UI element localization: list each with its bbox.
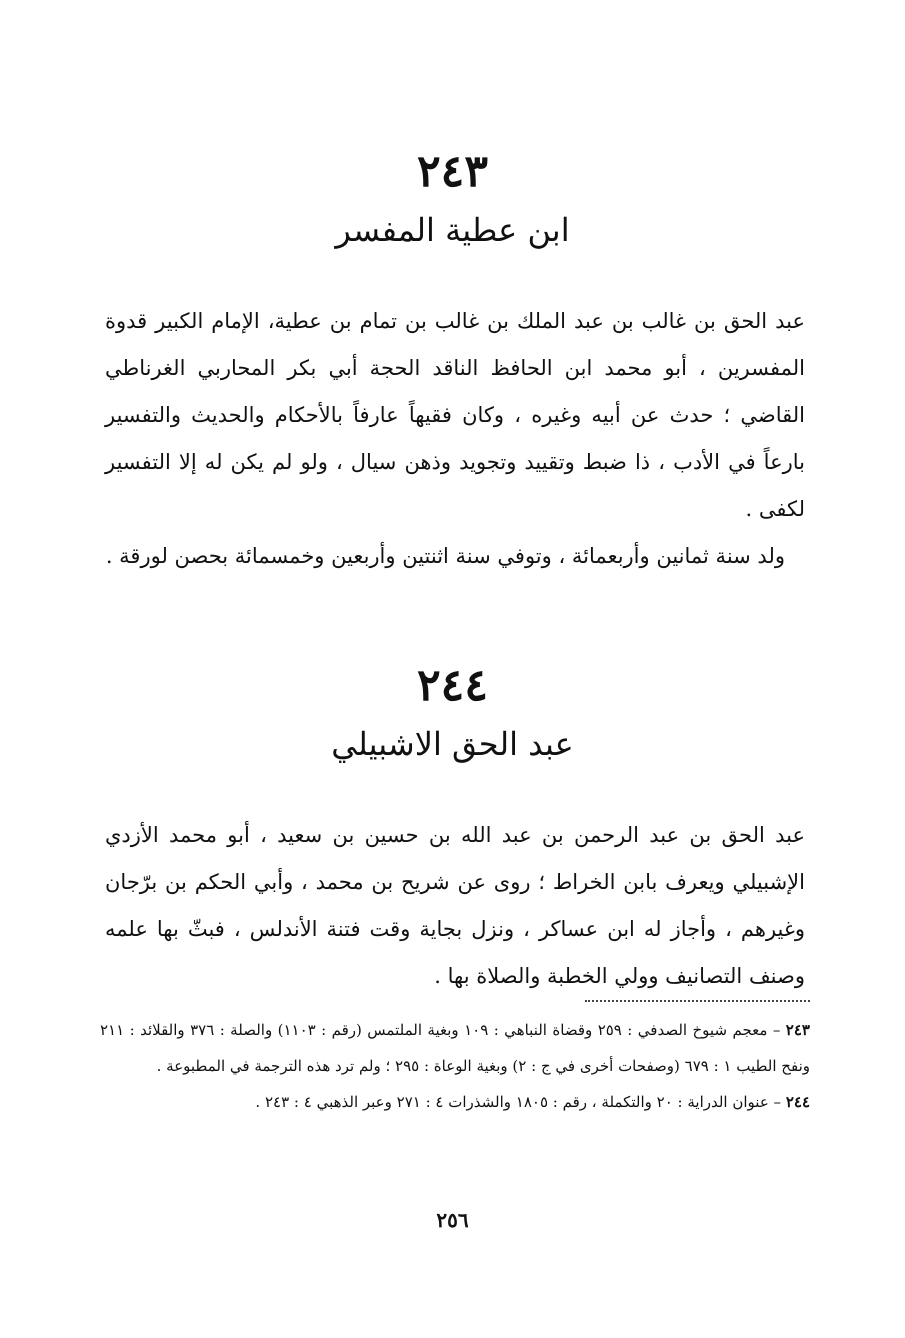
- footnote-number: ٢٤٣: [785, 1021, 810, 1039]
- entry-title: عبد الحق الاشبيلي: [331, 725, 574, 763]
- footnotes: [100, 1012, 810, 1120]
- page-number: ٢٥٦: [436, 1208, 469, 1232]
- entry-title: ابن عطية المفسر: [335, 211, 570, 249]
- entry-number: ٢٤٣: [417, 146, 488, 197]
- footnote-text: – معجم شيوخ الصدفي : ٢٥٩ وقضاة النباهي : ١٠٩ وبغية الملتمس (رقم : ١١٠٣) والصلة : ٣٧٦ والقلائد : ٢١١ ونفح الطيب ١ : ٦٧٩ (وصفحات أخرى في ج : ٢) وبغية الوعاة : ٢٩٥ ؛ ولم ترد هذه الترجمة في المطبوعة .: [100, 1021, 810, 1075]
- entry-number: ٢٤٤: [417, 660, 488, 711]
- entry-body: [105, 298, 805, 580]
- entry-body: [105, 812, 805, 1000]
- footnote-text: – عنوان الدراية : ٢٠ والتكملة ، رقم : ١٨٠٥ والشذرات ٤ : ٢٧١ وعبر الذهبي ٤ : ٢٤٣ .: [255, 1093, 782, 1111]
- footnote-number: ٢٤٤: [785, 1093, 810, 1111]
- paragraph: عبد الحق بن عبد الرحمن بن عبد الله بن حسين بن سعيد ، أبو محمد الأزدي الإشبيلي ويعرف بابن الخراط ؛ روى عن شريح بن محمد ، وأبي الحكم بن برّجان وغيرهم ، وأجاز له ابن عساكر ، ونزل بجاية وقت فتنة الأندلس ، فبثّ بها علمه وصنف التصانيف وولي الخطبة والصلاة بها .: [105, 823, 805, 988]
- footnote: [100, 1012, 810, 1084]
- footnote: [100, 1084, 810, 1120]
- footnote-separator: [585, 1000, 810, 1002]
- paragraph: عبد الحق بن غالب بن عبد الملك بن غالب بن تمام بن عطية، الإمام الكبير قدوة المفسرين ، أبو محمد ابن الحافظ الناقد الحجة أبي بكر المحاربي الغرناطي القاضي ؛ حدث عن أبيه وغيره ، وكان فقيهاً عارفاً بالأحكام والحديث والتفسير بارعاً في الأدب ، ذا ضبط وتقييد وتجويد وذهن سيال ، ولو لم يكن له إلا التفسير لكفى .: [105, 309, 805, 521]
- paragraph: ولد سنة ثمانين وأربعمائة ، وتوفي سنة اثنتين وأربعين وخمسمائة بحصن لورقة .: [105, 544, 785, 568]
